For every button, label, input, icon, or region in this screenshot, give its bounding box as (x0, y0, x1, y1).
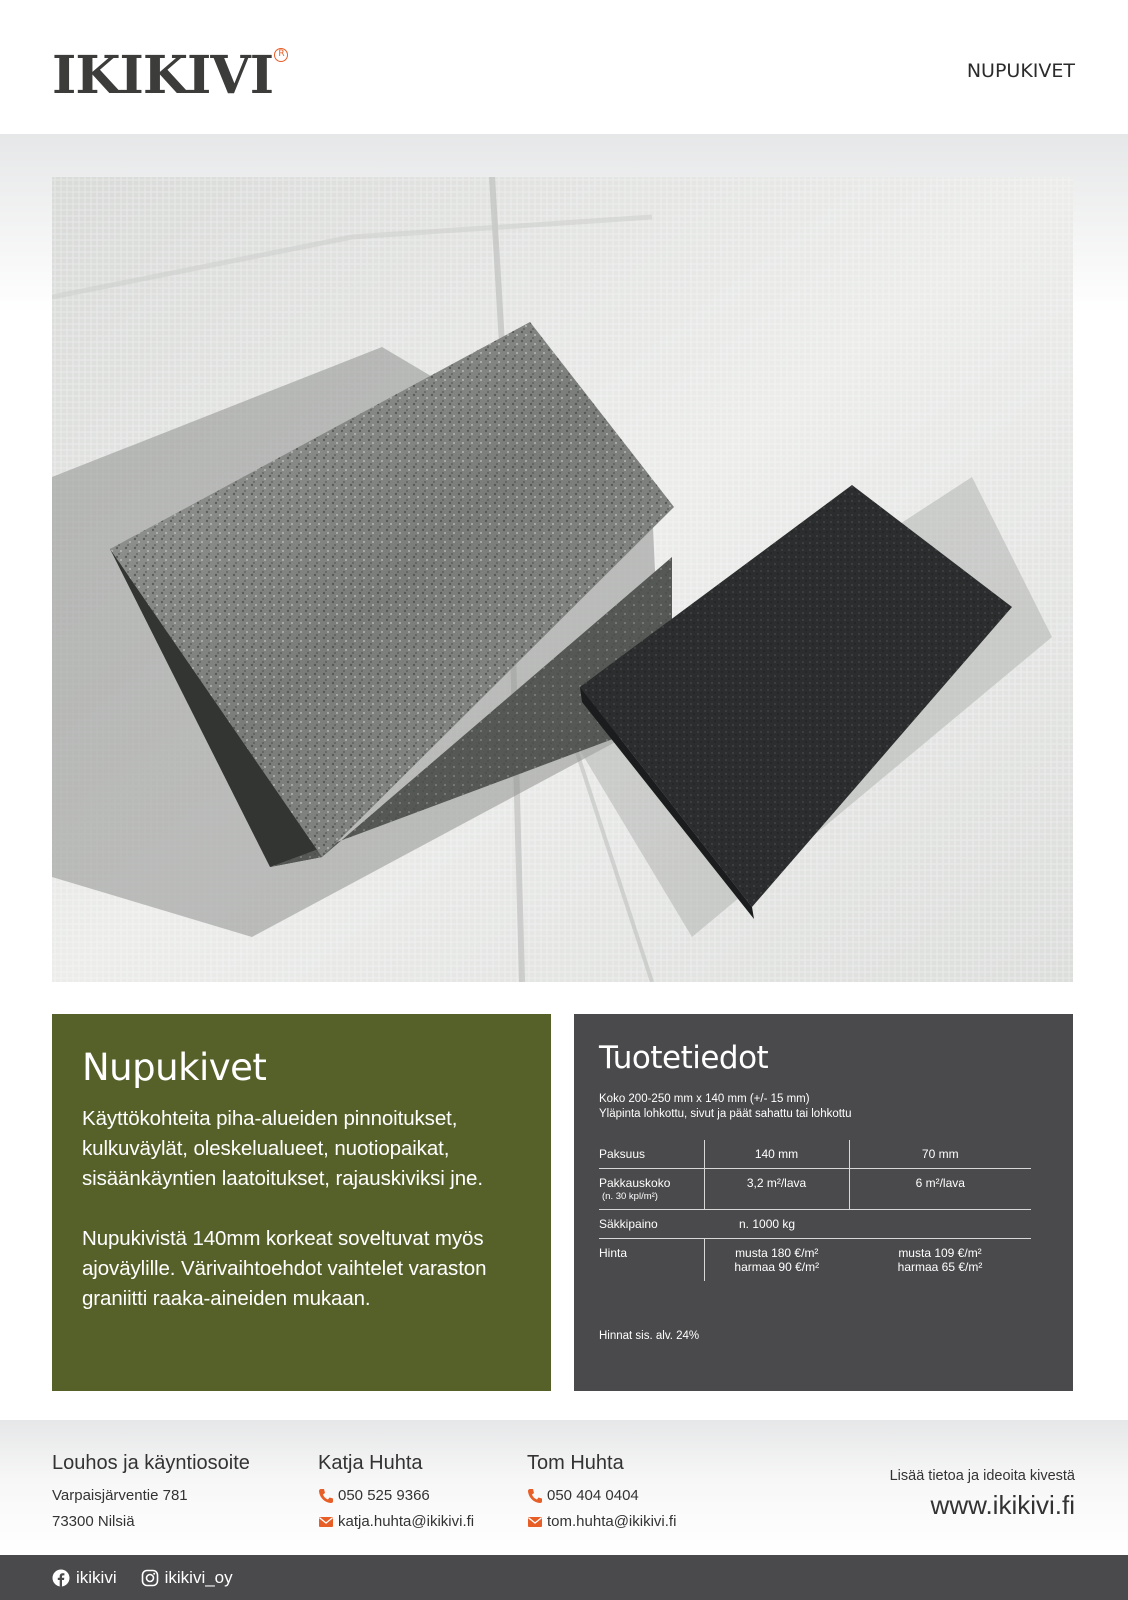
thickness-70: 70 mm (849, 1140, 1031, 1169)
site-address (52, 1452, 250, 1535)
ikikivi-logo[interactable] (52, 45, 284, 106)
more-info-text: Lisää tietoa ja ideoita kivestä (889, 1468, 1075, 1484)
facebook-handle: ikikivi (76, 1567, 117, 1587)
intro-paragraph-2: Nupukivistä 140mm korkeat soveltuvat myös ajoväylille. Värivaihtoehdot vaihtelet varaston graniitti raaka-aineiden mukaan. (82, 1227, 487, 1310)
envelope-icon (318, 1514, 334, 1530)
more-info (890, 1468, 1075, 1521)
page-header (0, 0, 1128, 134)
price-140-grey: harmaa 90 €/m² (734, 1260, 820, 1274)
tom-name: Tom Huhta (527, 1452, 624, 1474)
table-row (599, 1239, 1031, 1282)
intro-panel (52, 1014, 551, 1391)
section-title: NUPUKIVET (966, 60, 1075, 82)
envelope-icon (527, 1514, 543, 1530)
package-sub: (n. 30 kpl/m²) (602, 1191, 658, 1202)
contact-tom (527, 1452, 676, 1535)
product-info-panel (574, 1014, 1073, 1391)
tom-phone-text: 050 404 0404 (547, 1487, 639, 1504)
tom-email[interactable] (527, 1509, 676, 1535)
bag-empty (849, 1210, 1031, 1239)
product-photo (52, 177, 1073, 982)
instagram-icon (141, 1569, 159, 1587)
social-bar (0, 1555, 1128, 1600)
contact-footer (0, 1420, 1128, 1555)
facebook-icon (52, 1569, 70, 1587)
phone-icon (527, 1488, 543, 1504)
tom-phone[interactable] (527, 1483, 676, 1509)
product-info-lead (599, 1092, 1048, 1122)
katja-name: Katja Huhta (318, 1452, 423, 1474)
website-link[interactable]: www.ikikivi.fi (930, 1490, 1075, 1520)
katja-email[interactable] (318, 1509, 474, 1535)
spec-table (599, 1140, 1031, 1281)
katja-phone-text: 050 525 9366 (338, 1487, 430, 1504)
logo-text: IKIKIVI (52, 45, 274, 106)
contact-katja (318, 1452, 474, 1535)
package-label: Pakkauskoko (599, 1176, 671, 1190)
facebook-link[interactable] (52, 1568, 117, 1588)
table-row (599, 1140, 1031, 1169)
product-info-title: Tuotetiedot (599, 1040, 769, 1076)
instagram-handle: ikikivi_oy (164, 1567, 233, 1587)
site-street: Varpaisjärventie 781 (52, 1487, 188, 1504)
table-row (599, 1210, 1031, 1239)
vat-note: Hinnat sis. alv. 24% (599, 1330, 700, 1342)
size-line: Koko 200-250 mm x 140 mm (+/- 15 mm) (599, 1093, 810, 1105)
thickness-label: Paksuus (599, 1140, 704, 1169)
price-70-grey: harmaa 65 €/m² (897, 1260, 983, 1274)
phone-icon (318, 1488, 334, 1504)
price-70-black: musta 109 €/m² (898, 1246, 982, 1260)
site-city: 73300 Nilsiä (52, 1513, 135, 1530)
registered-mark: R (274, 48, 288, 62)
site-title: Louhos ja käyntiosoite (52, 1452, 250, 1474)
price-140 (704, 1239, 849, 1282)
intro-title: Nupukivet (82, 1046, 267, 1089)
katja-phone[interactable] (318, 1483, 474, 1509)
tom-email-text: tom.huhta@ikikivi.fi (547, 1513, 677, 1530)
package-140: 3,2 m²/lava (704, 1169, 849, 1210)
price-140-black: musta 180 €/m² (735, 1246, 819, 1260)
surface-line: Yläpinta lohkottu, sivut ja päät sahattu tai lohkottu (599, 1108, 852, 1120)
price-label: Hinta (599, 1246, 628, 1260)
package-label-cell (599, 1169, 704, 1210)
thickness-140: 140 mm (704, 1140, 849, 1169)
katja-email-text: katja.huhta@ikikivi.fi (338, 1513, 475, 1530)
bag-label: Säkkipaino (599, 1210, 704, 1239)
table-row (599, 1169, 1031, 1210)
intro-paragraph-1: Käyttökohteita piha-alueiden pinnoitukset, kulkuväylät, oleskelualueet, nuotiopaikat, sisäänkäyntien laatoitukset, rajauskiviksi jne. (82, 1107, 483, 1190)
price-70 (849, 1239, 1031, 1282)
package-70: 6 m²/lava (849, 1169, 1031, 1210)
instagram-link[interactable] (141, 1568, 233, 1588)
bag-value: n. 1000 kg (704, 1210, 849, 1239)
